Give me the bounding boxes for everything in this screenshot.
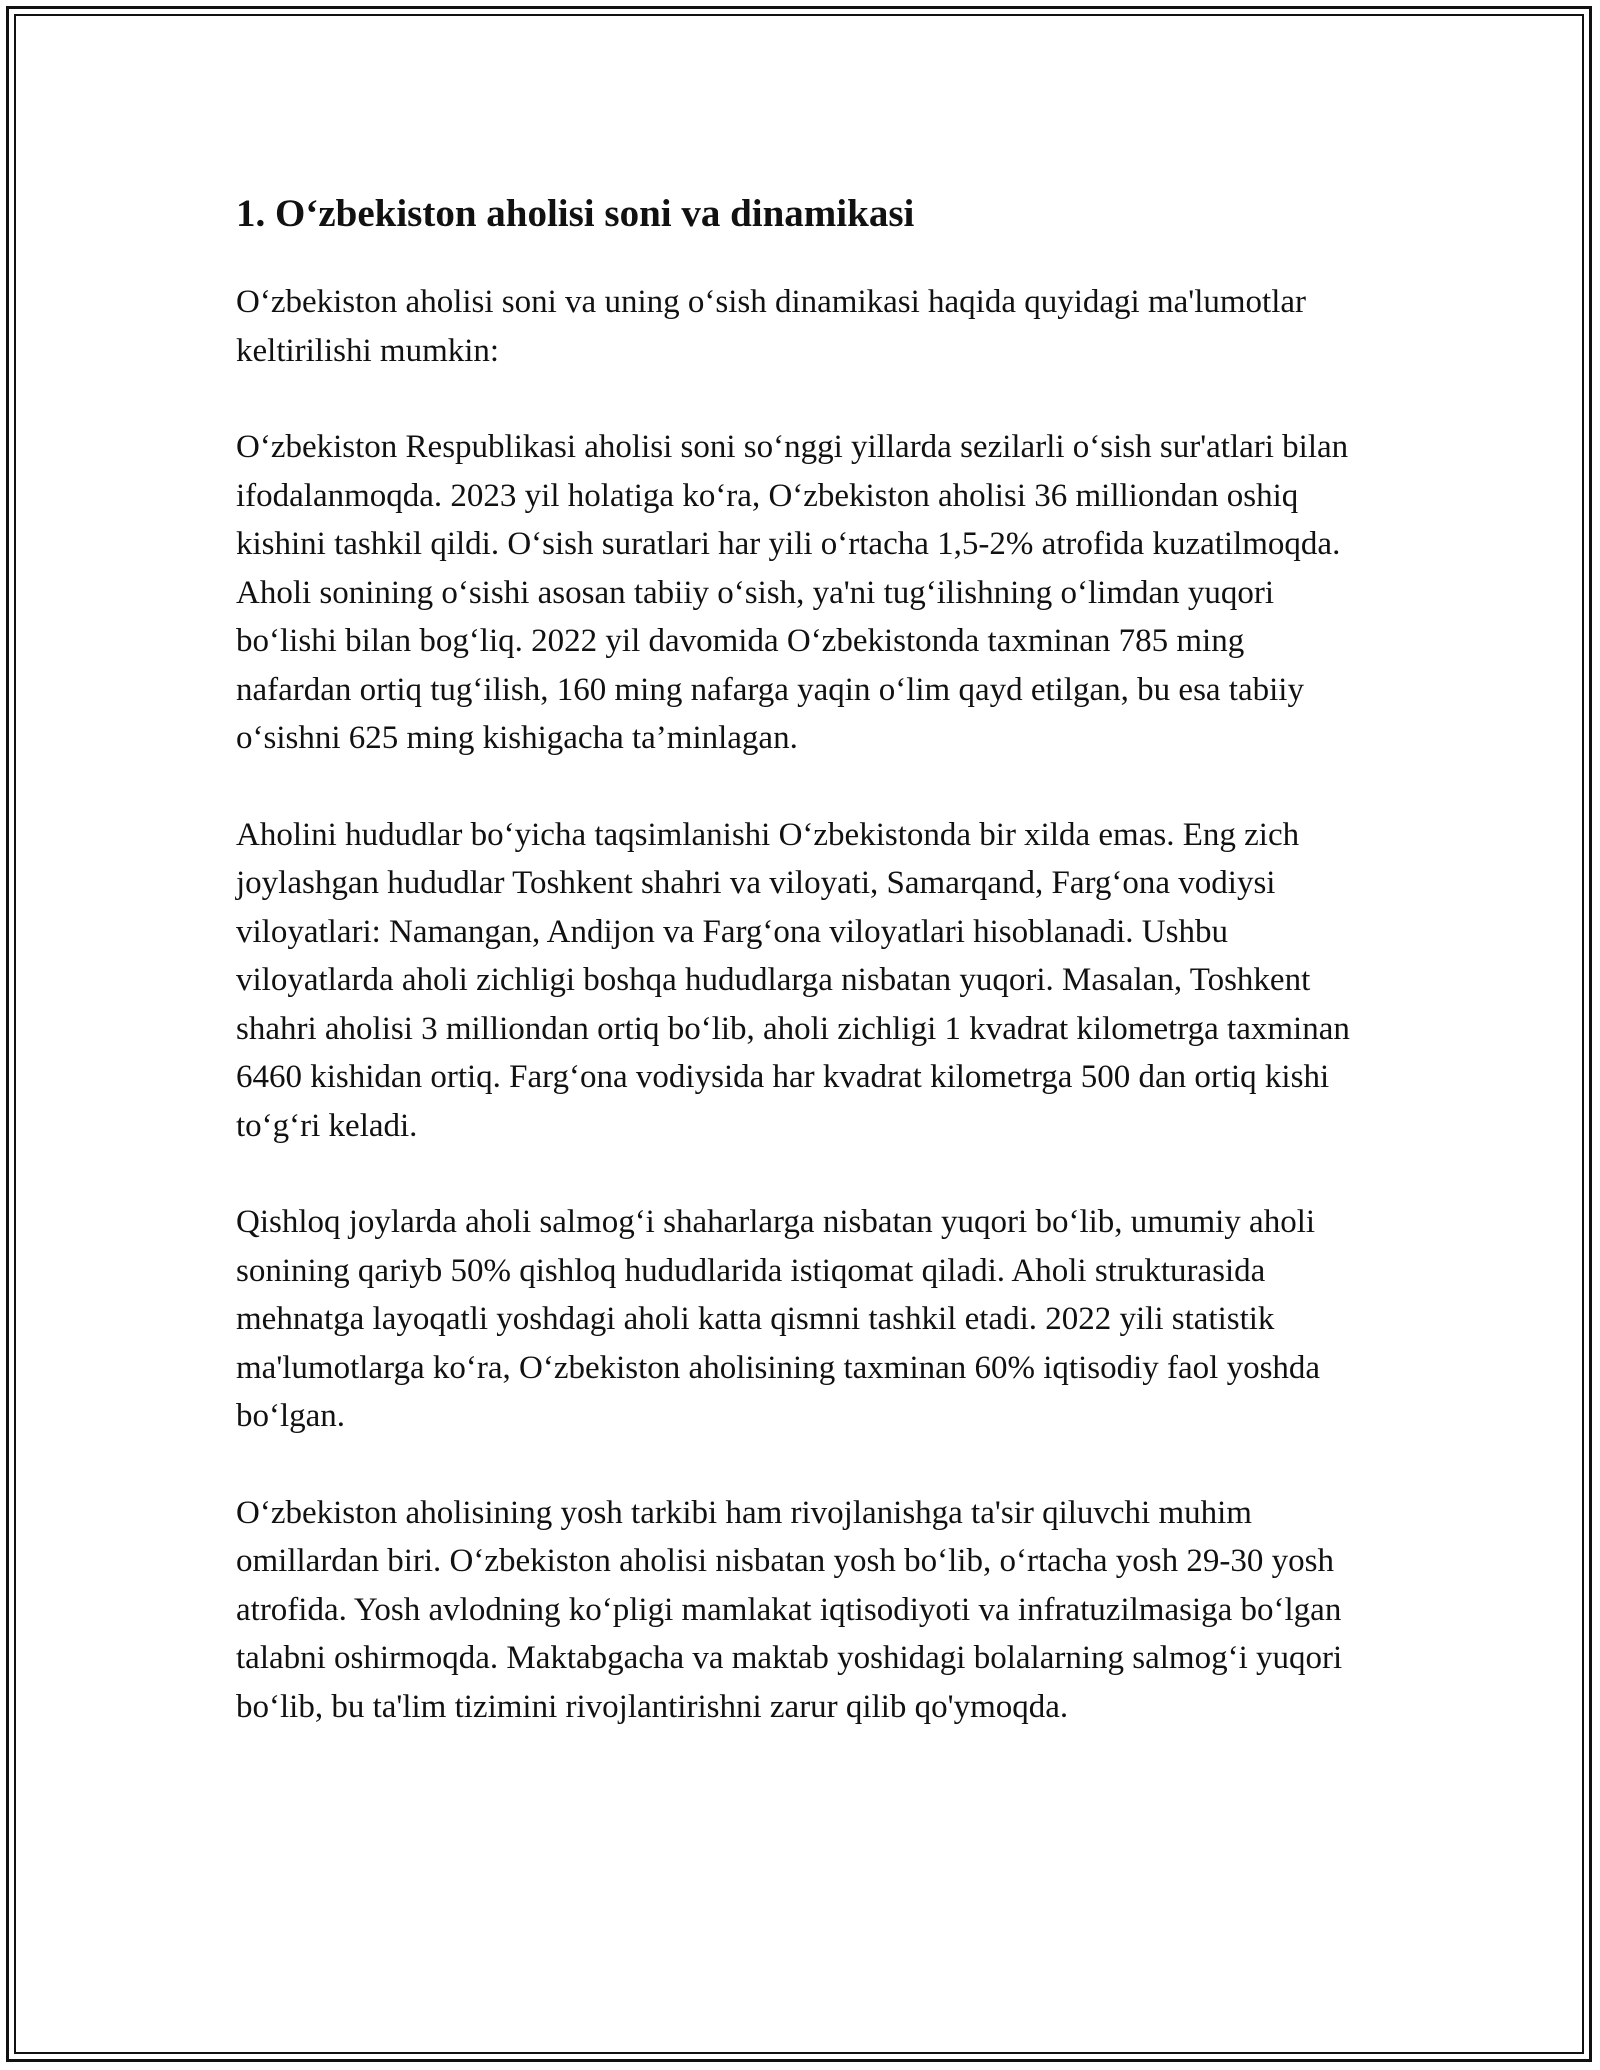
paragraph-intro: O‘zbekiston aholisi soni va uning o‘sish dinamikasi haqida quyidagi ma'lumotlar keltirilishi mumkin: bbox=[236, 284, 1307, 369]
document-body bbox=[236, 186, 1366, 1779]
paragraph-regional-distribution: Aholini hududlar bo‘yicha taqsimlanishi O‘zbekistonda bir xilda emas. Eng zich joylashgan hududlar Toshkent shahri va viloyati, Samarqand, Farg‘ona vodiysi viloyatlari: Namangan, Andijon va Farg‘ona viloyatlari hisoblanadi. Ushbu viloyatlarda aholi zichligi boshqa hududlarga nisbatan yuqori. Masalan, Toshkent shahri aholisi 3 milliondan ortiq bo‘lib, aholi zichligi 1 kvadrat kilometrga taxminan 6460 kishidan ortiq. Farg‘ona vodiysida har kvadrat kilometrga 500 dan ortiq kishi to‘g‘ri keladi. bbox=[236, 816, 1350, 1144]
section-heading: 1. O‘zbekiston aholisi soni va dinamikasi bbox=[236, 192, 915, 235]
paragraph-population-growth: O‘zbekiston Respublikasi aholisi soni so‘nggi yillarda sezilarli o‘sish sur'atlari bilan ifodalanmoqda. 2023 yil holatiga ko‘ra, O‘zbekiston aholisi 36 milliondan oshiq kishini tashkil qildi. O‘sish suratlari har yili o‘rtacha 1,5-2% atrofida kuzatilmoqda. Aholi sonining o‘sishi asosan tabiiy o‘sish, ya'ni tug‘ilishning o‘limdan yuqori bo‘lishi bilan bog‘liq. 2022 yil davomida O‘zbekistonda taxminan 785 ming nafardan ortiq tug‘ilish, 160 ming nafarga yaqin o‘lim qayd etilgan, bu esa tabiiy o‘sishni 625 ming kishigacha ta’minlagan. bbox=[236, 429, 1349, 756]
paragraph-age-structure: O‘zbekiston aholisining yosh tarkibi ham rivojlanishga ta'sir qiluvchi muhim omillardan biri. O‘zbekiston aholisi nisbatan yosh bo‘lib, o‘rtacha yosh 29-30 yosh atrofida. Yosh avlodning ko‘pligi mamlakat iqtisodiyoti va infratuzilmasiga bo‘lgan talabni oshirmoqda. Maktabgacha va maktab yoshidagi bolalarning salmog‘i yuqori bo‘lib, bu ta'lim tizimini rivojlantirishni zarur qilib qo'ymoqda. bbox=[236, 1494, 1343, 1725]
paragraph-rural-population: Qishloq joylarda aholi salmog‘i shaharlarga nisbatan yuqori bo‘lib, umumiy aholi sonining qariyb 50% qishloq hududlarida istiqomat qiladi. Aholi strukturasida mehnatga layoqatli yoshdagi aholi katta qismni tashkil etadi. 2022 yili statistik ma'lumotlarga ko‘ra, O‘zbekiston aholisining taxminan 60% iqtisodiy faol yoshda bo‘lgan. bbox=[236, 1204, 1321, 1434]
